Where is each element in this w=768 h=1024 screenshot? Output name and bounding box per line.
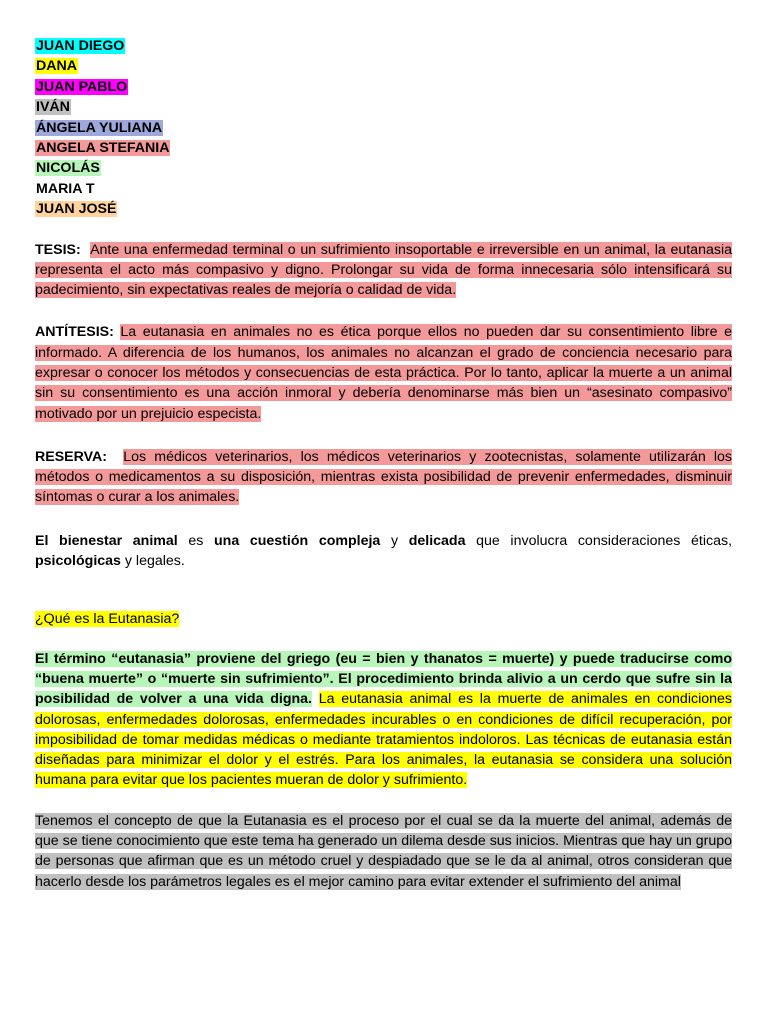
antitesis-text: La eutanasia en animales no es ética porque ellos no pueden dar su consentimiento libre e informado. A diferencia de los humanos, los animales no alcanzan el grado de conciencia necesario para expresar o conocer los métodos y consecuencias de esta práctica. Por lo tanto, aplicar la muerte a un animal sin su consentimiento es una acción inmoral y debería denominarse más bien un “asesinato compasivo” motivado por un prejuicio especista. [35, 324, 732, 422]
bienestar-text-1: es [177, 532, 214, 549]
document-page [35, 36, 732, 892]
name-item [35, 118, 732, 138]
name-text: NICOLÁS [36, 160, 100, 177]
bienestar-bold-1: El bienestar animal [35, 532, 178, 549]
names-list [35, 36, 732, 220]
name-item [35, 138, 732, 158]
name-item [35, 36, 732, 56]
bienestar-text-3: que involucra consideraciones éticas, [465, 532, 733, 549]
name-text: ANGELA STEFANIA [36, 139, 170, 156]
reserva-label: RESERVA: [35, 448, 108, 465]
question-text: ¿Qué es la Eutanasia? [35, 611, 180, 628]
tesis-label: TESIS: [35, 241, 81, 258]
concepto-text: Tenemos el concepto de que la Eutanasia es el proceso por el cual se da la muerte del animal, además de que se tiene conocimiento que este tema ha generado un dilema desde sus inicios. Mientras que hay un grupo de personas que afirman que es un método cruel y despiadado que se le da al animal, otros consideran que hacerlo desde los parámetros legales es el mejor camino para evitar extender el sufrimiento del animal [35, 812, 732, 890]
name-item [35, 77, 732, 97]
name-text: IVÁN [36, 99, 70, 116]
name-item [35, 158, 732, 178]
name-text: ÁNGELA YULIANA [36, 119, 163, 136]
antitesis-label: ANTÍTESIS: [35, 324, 114, 341]
question-heading [35, 609, 732, 629]
name-item [35, 199, 732, 219]
name-text: MARIA T [36, 180, 95, 197]
name-text: JUAN DIEGO [36, 38, 125, 54]
reserva-paragraph [35, 447, 732, 508]
name-item [35, 56, 732, 76]
name-item [35, 179, 732, 199]
definicion-paragraph [35, 649, 732, 791]
bienestar-bold-2: una cuestión compleja [213, 532, 381, 549]
bienestar-bold-4: psicológicas [35, 553, 121, 570]
name-item [35, 97, 732, 117]
bienestar-paragraph [35, 531, 732, 572]
definicion-text: La eutanasia animal es la muerte de animales en condiciones dolorosas, enfermedades dolorosas, enfermedades incurables o en condiciones de difícil recuperación, por imposibilidad de tomar medidas médicas o mediante tratamientos indoloros. Las técnicas de eutanasia están diseñadas para minimizar el dolor y el estrés. Para los animales, la eutanasia se considera una solución humana para evitar que los pacientes mueran de dolor y sufrimiento. [35, 691, 732, 789]
tesis-text: Ante una enfermedad terminal o un sufrimiento insoportable e irreversible en un animal, la eutanasia representa el acto más compasivo y digno. Prolongar su vida de forma innecesaria sólo intensificará su padecimiento, sin expectativas reales de mejoría o calidad de vida. [35, 241, 732, 299]
definicion-bold-text: El término “eutanasia” proviene del griego (eu = bien y thanatos = muerte) y puede traducirse como “buena muerte” o “muerte sin sufrimiento”. El procedimiento brinda alivio a un cerdo que sufre sin la posibilidad de volver a una vida digna. [35, 650, 732, 708]
antitesis-paragraph [35, 322, 732, 423]
name-text: JUAN JOSÉ [36, 201, 117, 218]
bienestar-text-2: y [380, 532, 409, 549]
reserva-text: Los médicos veterinarios, los médicos veterinarios y zootecnistas, solamente utilizarán los métodos o medicamentos a su disposición, mientras exista posibilidad de prevenir enfermedades, disminuir síntomas o curar a los animales. [35, 448, 733, 506]
bienestar-text-4: y legales. [120, 553, 185, 570]
tesis-paragraph [35, 240, 732, 301]
concepto-paragraph [35, 811, 732, 892]
bienestar-bold-3: delicada [408, 532, 466, 549]
name-text: DANA [36, 58, 77, 75]
name-text: JUAN PABLO [36, 78, 128, 95]
